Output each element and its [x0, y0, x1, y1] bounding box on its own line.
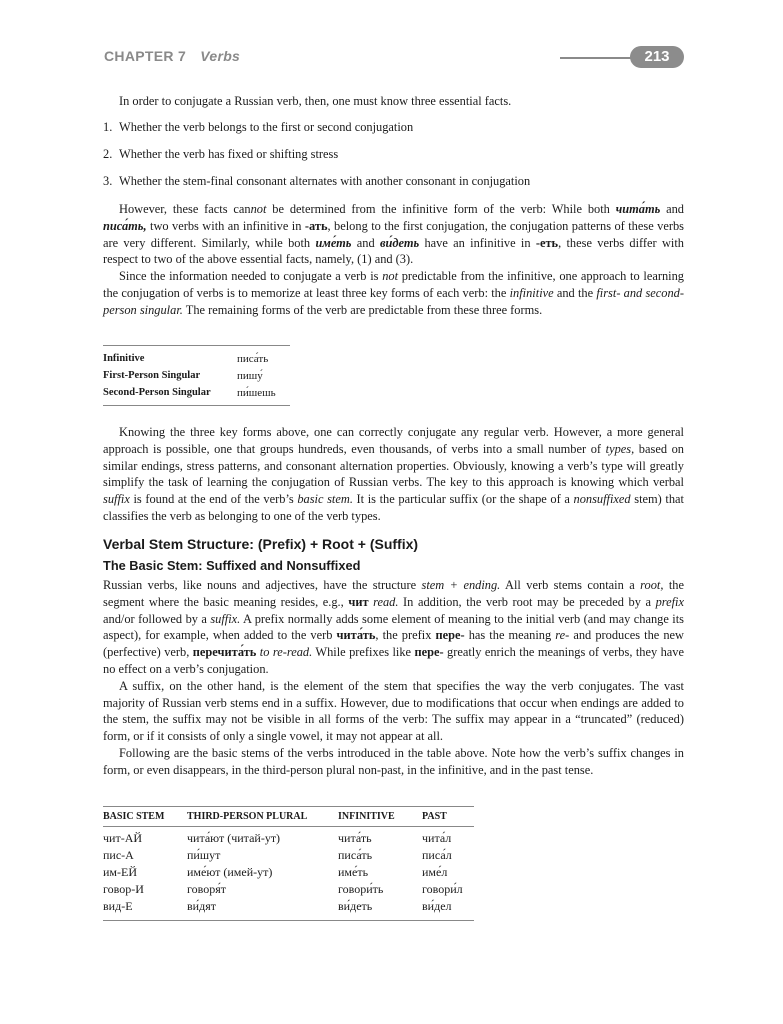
table-cell: писа́ть: [338, 848, 373, 862]
table-row: [103, 882, 474, 899]
running-header: [104, 48, 240, 64]
chapter-label: CHAPTER 7: [104, 48, 187, 64]
table-cell: писа́л: [422, 848, 452, 862]
row-label: First-Person Singular: [103, 370, 201, 381]
table-row: [103, 827, 474, 849]
table-header-row: [103, 807, 474, 827]
paragraph: Knowing the three key forms above, one can correctly conjugate any regular verb. However, a more general approach is possible, one that groups hundreds, even thousands, of verbs into a small number of types, based on similar endings, stress patterns, and consonant alternation properties. Obviously, knowing a verb’s type will greatly simplify the task of learning the conjugation of Russian verbs. The key to this approach is knowing which verbal suffix is found at the end of the verb’s basic stem. It is the particular suffix (or the shape of a nonsuffixed stem) that classifies the verb as belonging to one of the verb types.: [103, 425, 684, 523]
column-header: BASIC STEM: [103, 807, 187, 827]
table-row: [103, 899, 474, 921]
list-number: 2.: [103, 147, 113, 161]
row-value: писа́ть: [237, 352, 269, 365]
table-cell: им-ЕЙ: [103, 865, 138, 879]
table-cell: чита́ют (читай-ут): [187, 831, 281, 845]
facts-list: [103, 120, 530, 201]
column-header: INFINITIVE: [338, 807, 422, 827]
table-cell: ви́деть: [338, 899, 422, 921]
body-paragraphs-2: [103, 424, 684, 525]
list-item: [103, 174, 530, 201]
list-number: 3.: [103, 174, 113, 188]
row-value: пишу́: [237, 369, 263, 382]
row-value: пи́шешь: [237, 386, 276, 399]
table-cell: говоря́т: [187, 882, 226, 896]
column-header: THIRD-PERSON PLURAL: [187, 807, 338, 827]
header-rule: [560, 57, 640, 59]
table-cell: чит-АЙ: [103, 831, 143, 845]
table-cell: говори́л: [422, 882, 463, 896]
table-row: [103, 384, 290, 401]
table-row: [103, 367, 290, 384]
subsection-heading: The Basic Stem: Suffixed and Nonsuffixed: [103, 558, 361, 573]
chapter-title: Verbs: [200, 48, 241, 64]
paragraph: A suffix, on the other hand, is the element of the stem that specifies the way the verb conjugates. The vast majority of Russian verb stems end in a suffix. However, due to modifications that occur when endings are added to the stem, the suffix may not be visible in all forms of the verb: The suffix may appear in a “truncated” (reduced) form, or if it consists of only a single vowel, it may not appear at all.: [103, 678, 684, 744]
paragraph: Since the information needed to conjugate a verb is not predictable from the infinitive, one approach to learning the conjugation of verbs is to memorize at least three key forms of each verb: the infinitive and the first- and second-person singular. The remaining forms of the verb are predictable from these three forms.: [103, 269, 685, 317]
basic-stems-table: [103, 806, 474, 921]
key-forms-table: [103, 345, 290, 406]
intro-paragraph: [103, 93, 684, 110]
list-text: Whether the verb has fixed or shifting stress: [119, 147, 339, 161]
table-cell: вид-Е: [103, 899, 187, 921]
table-cell: име́ть: [338, 865, 369, 879]
table-row: [103, 350, 290, 367]
page-number: 213: [630, 46, 684, 68]
body-paragraphs-3: [103, 577, 684, 779]
table-cell: говори́ть: [338, 882, 384, 896]
table-cell: чита́л: [422, 831, 452, 845]
table-cell: говор-И: [103, 882, 144, 896]
table-cell: име́л: [422, 865, 448, 879]
table-cell: чита́ть: [338, 831, 372, 845]
list-text: Whether the stem-final consonant alternates with another consonant in conjugation: [119, 174, 531, 188]
paragraph: However, these facts cannot be determined from the infinitive form of the verb: While both чита́ть and писа́ть, two verbs with an infinitive in -ать, belong to the first conjugation, the conjugation patterns of these verbs are very different. Similarly, while both име́ть and ви́деть have an infinitive in -еть, these verbs differ with respect to two of the above essential facts, namely, (1) and (3).: [103, 202, 685, 267]
row-label: Second-Person Singular: [103, 387, 211, 398]
table-cell: пи́шут: [187, 848, 221, 862]
body-paragraphs-1: [103, 201, 684, 319]
paragraph: Russian verbs, like nouns and adjectives, have the structure stem + ending. All verb stems contain a root, the segment where the basic meaning resides, e.g., чит read. In addition, the verb root may be preceded by a prefix and/or followed by a suffix. A prefix normally adds some element of meaning to the initial verb (and may change its aspect), for example, when added to the verb чита́ть, the prefix пере- has the meaning re- and produces the new (perfective) verb, перечита́ть to re-read. While prefixes like пере- greatly enrich the meanings of verbs, they have no effect on a verb’s conjugation.: [103, 578, 685, 676]
table-row: [103, 865, 474, 882]
section-heading: Verbal Stem Structure: (Prefix) + Root + (Suffix): [103, 536, 419, 552]
table-cell: ви́дел: [422, 899, 474, 921]
list-item: [103, 120, 530, 147]
list-item: [103, 147, 530, 174]
paragraph: Following are the basic stems of the verbs introduced in the table above. Note how the verb’s suffix changes in form, or even disappears, in the third-person plural non-past, in the infinitive, and in the past tense.: [103, 745, 684, 777]
column-header: PAST: [422, 807, 474, 827]
table-row: [103, 848, 474, 865]
list-number: 1.: [103, 120, 113, 134]
intro-text: In order to conjugate a Russian verb, then, one must know three essential facts.: [119, 94, 512, 108]
table-cell: пис-А: [103, 848, 134, 862]
list-text: Whether the verb belongs to the first or second conjugation: [119, 120, 414, 134]
table-cell: ви́дят: [187, 899, 338, 921]
row-label: Infinitive: [103, 353, 145, 364]
table-cell: име́ют (имей-ут): [187, 865, 273, 879]
